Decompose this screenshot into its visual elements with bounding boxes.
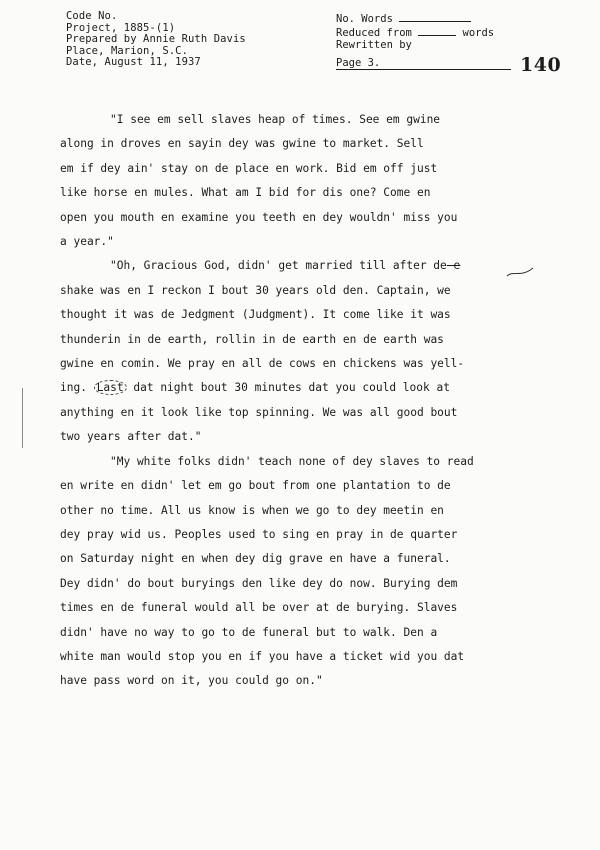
line-text: "Oh, Gracious God, didn' get married till after de: [110, 259, 447, 273]
text-line: have pass word on it, you could go on.": [60, 674, 323, 688]
prepared-by: Prepared by Annie Ruth Davis: [66, 33, 246, 45]
code-number: Code No.: [66, 10, 118, 22]
text-line: times en de funeral would all be over at de burying. Slaves: [60, 601, 458, 615]
reduced-from-field: [336, 26, 511, 40]
text-line: dey pray wid us. Peoples used to sing en pray in de quarter: [60, 527, 458, 541]
text-line: [60, 376, 540, 400]
reduced-from-suffix: words: [462, 26, 495, 39]
no-words-field: [336, 12, 511, 26]
struck-text: e: [446, 259, 461, 273]
text-line: didn' have no way to go to de funeral but to walk. Den a: [60, 625, 438, 639]
text-line: "My white folks didn' teach none of dey slaves to read: [110, 454, 474, 468]
line-text: ing.: [60, 381, 94, 395]
text-line: thunderin in de earth, rollin in de earth en de earth was: [60, 332, 444, 346]
handwritten-strike-icon: [505, 266, 535, 280]
text-line: other no time. All us know is when we go to dey meetin en: [60, 503, 444, 517]
page-label-row: [336, 58, 511, 71]
paragraph-1: [60, 108, 540, 254]
paragraph-3: [60, 450, 540, 694]
text-line: anything en it look like top spinning. We was all good bout: [60, 405, 458, 419]
text-line: open you mouth en examine you teeth en dey wouldn' miss you: [60, 210, 458, 224]
reduced-from-blank: [418, 26, 456, 36]
text-line: en write en didn' let em go bout from one plantation to de: [60, 479, 451, 493]
text-line: [60, 254, 540, 278]
place: Place, Marion, S.C.: [66, 44, 189, 57]
text-line: two years after dat.": [60, 430, 202, 444]
page-label: Page 3.: [336, 56, 381, 69]
body-text: [60, 108, 540, 694]
no-words-blank: [399, 12, 471, 22]
text-line: along in droves en sayin dey was gwine to market. Sell: [60, 137, 424, 151]
text-line: like horse en mules. What am I bid for dis one? Come en: [60, 186, 431, 200]
page-number: 140: [520, 54, 562, 76]
date: Date, August 11, 1937: [66, 56, 201, 68]
paragraph-2: [60, 254, 540, 449]
rewritten-by-field: [336, 39, 511, 52]
header-right-block: [336, 12, 511, 70]
text-line: a year.": [60, 235, 114, 249]
text-line: white man would stop you en if you have a ticket wid you dat: [60, 649, 465, 663]
margin-pencil-mark: [22, 388, 23, 448]
text-line: gwine en comin. We pray en all de cows en chickens was yell-: [60, 357, 465, 371]
header-left-block: [66, 11, 246, 69]
text-line: em if dey ain' stay on de place en work. Bid em off just: [60, 161, 438, 175]
reduced-from-label: Reduced from: [336, 26, 412, 39]
text-line: thought it was de Jedgment (Judgment). It come like it was: [60, 308, 451, 322]
project-number: Project, 1885-(1): [66, 21, 176, 34]
line-text: dat night bout 30 minutes dat you could look at: [126, 381, 450, 395]
rewritten-by-blank: [418, 39, 458, 48]
text-line: on Saturday night en when dey dig grave en have a funeral.: [60, 552, 451, 566]
circled-word: Last: [94, 380, 127, 395]
text-line: Dey didn' do bout buryings den like dey do now. Burying dem: [60, 576, 458, 590]
no-words-label: No. Words: [336, 13, 393, 25]
text-line: shake was en I reckon I bout 30 years old den. Captain, we: [60, 283, 451, 297]
text-line: "I see em sell slaves heap of times. See em gwine: [110, 113, 441, 126]
rewritten-by-label: Rewritten by: [336, 39, 412, 51]
